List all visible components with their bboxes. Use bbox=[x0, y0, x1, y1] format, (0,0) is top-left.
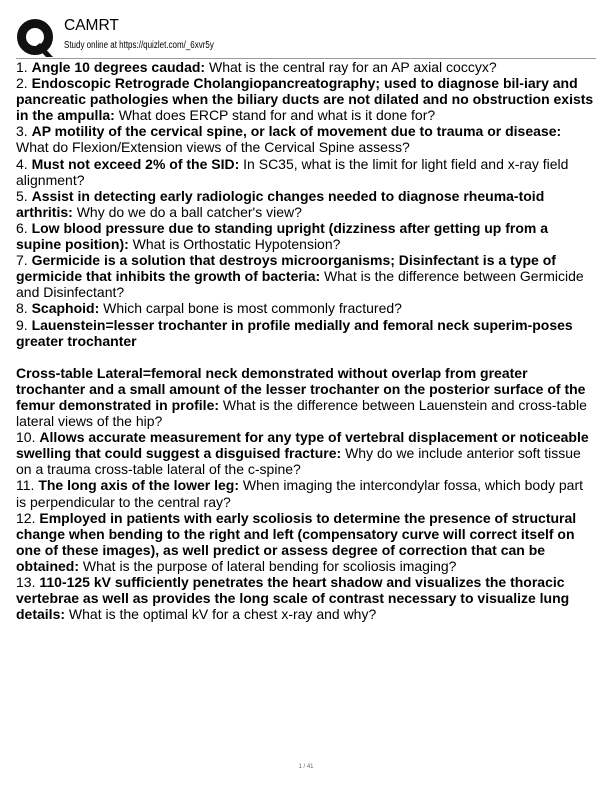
card-number: 5. bbox=[16, 187, 28, 204]
card-question: Why do we include anterior soft tissue on a trauma cross-table lateral of the c-spine? bbox=[16, 445, 581, 478]
card-answer: Germicide is a solution that destroys microorganisms; Disinfectant is a type of germicide that inhibits the growth of bacteria: bbox=[16, 252, 556, 285]
card-number: 9. bbox=[16, 316, 28, 333]
card-answer: Endoscopic Retrograde Cholangiopancreatography; used to diagnose bil-iary and pancreatic pathologies when the biliary ducts are not dilated and no obstruction exists in the ampulla: bbox=[16, 75, 594, 124]
card-question: When imaging the intercondylar fossa, which body part is perpendicular to the central ray? bbox=[16, 477, 583, 510]
flashcard-item bbox=[16, 429, 596, 477]
card-number: 12. bbox=[16, 509, 36, 526]
card-answer: Lauenstein=lesser trochanter in profile medially and femoral neck superim-poses greater trochanter bbox=[16, 316, 573, 349]
card-question: What is the purpose of lateral bending for scoliosis imaging? bbox=[82, 557, 457, 574]
flashcard-item bbox=[16, 75, 596, 123]
card-answer: Allows accurate measurement for any type of vertebral displacement or noticeable swelling that could suggest a disguised fracture: bbox=[16, 429, 589, 462]
flashcard-item bbox=[16, 510, 596, 574]
card-number: 11. bbox=[16, 477, 35, 494]
card-question: Why do we do a ball catcher's view? bbox=[76, 203, 302, 220]
flashcard-item bbox=[16, 123, 596, 155]
card-number: 3. bbox=[16, 123, 28, 140]
card-question: What is Orthostatic Hypotension? bbox=[132, 236, 341, 253]
card-question: What does ERCP stand for and what is it done for? bbox=[118, 107, 436, 124]
card-number: 13. bbox=[16, 574, 36, 590]
card-question: In SC35, what is the limit for light field and x-ray field alignment? bbox=[16, 155, 569, 188]
card-number: 1. bbox=[16, 59, 28, 75]
card-answer: 110-125 kV sufficiently penetrates the heart shadow and visualizes the thoracic vertebrae as well as provides the long scale of contrast necessary to visualize lung details: bbox=[16, 574, 570, 623]
page-number: 1 / 41 bbox=[298, 764, 314, 770]
flashcard-item bbox=[16, 59, 596, 75]
flashcard-item bbox=[16, 300, 596, 316]
flashcard-item bbox=[16, 252, 596, 300]
card-question: What is the difference between Lauenstein and cross-table lateral views of the hip? bbox=[16, 396, 587, 430]
card-answer: Scaphoid: bbox=[31, 300, 100, 317]
flashcard-item bbox=[16, 156, 596, 188]
card-answer: Cross-table Lateral=femoral neck demonstrated without overlap from greater trochanter and a small amount of the lesser trochanter on the posterior surface of the femur demonstrated in profile: bbox=[16, 364, 586, 413]
blank-line bbox=[16, 349, 596, 365]
card-answer: AP motility of the cervical spine, or lack of movement due to trauma or disease: bbox=[31, 123, 562, 140]
card-question: Which carpal bone is most commonly fractured? bbox=[103, 300, 402, 317]
card-number: 4. bbox=[16, 155, 28, 172]
card-number: 10. bbox=[16, 429, 36, 446]
card-answer: Angle 10 degrees caudad: bbox=[31, 59, 206, 75]
flashcard-list bbox=[16, 59, 596, 622]
quizlet-logo-icon bbox=[16, 18, 56, 58]
flashcard-item bbox=[16, 317, 596, 349]
card-answer: Must not exceed 2% of the SID: bbox=[31, 155, 240, 172]
card-question: What do Flexion/Extension views of the Cervical Spine assess? bbox=[16, 139, 410, 156]
study-link-text: Study online at https://quizlet.com/_6xvr5y bbox=[64, 40, 214, 51]
flashcard-item bbox=[16, 574, 596, 622]
card-question: What is the optimal kV for a chest x-ray and why? bbox=[68, 606, 377, 623]
card-question: What is the central ray for an AP axial coccyx? bbox=[208, 59, 497, 75]
card-answer: Employed in patients with early scoliosis to determine the presence of structural change when bending to the right and left (compensatory curve will correct itself on one of these images), as well predict or assess degree of correction that can be obtained: bbox=[16, 509, 577, 574]
card-question: What is the difference between Germicide and Disinfectant? bbox=[16, 268, 584, 301]
page-header bbox=[16, 16, 596, 56]
flashcard-item bbox=[16, 188, 596, 220]
flashcard-item bbox=[16, 477, 596, 509]
card-number: 7. bbox=[16, 252, 28, 269]
card-answer: Low blood pressure due to standing upright (dizziness after getting up from a supine position): bbox=[16, 219, 549, 253]
card-answer: The long axis of the lower leg: bbox=[38, 477, 240, 494]
card-number: 6. bbox=[16, 219, 28, 236]
app-title: CAMRT bbox=[64, 17, 119, 34]
flashcard-item bbox=[16, 220, 596, 252]
flashcard-item-continued bbox=[16, 365, 596, 429]
card-answer: Assist in detecting early radiologic changes needed to diagnose rheuma-toid arthritis: bbox=[16, 187, 545, 220]
card-number: 8. bbox=[16, 300, 28, 317]
card-number: 2. bbox=[16, 75, 28, 92]
